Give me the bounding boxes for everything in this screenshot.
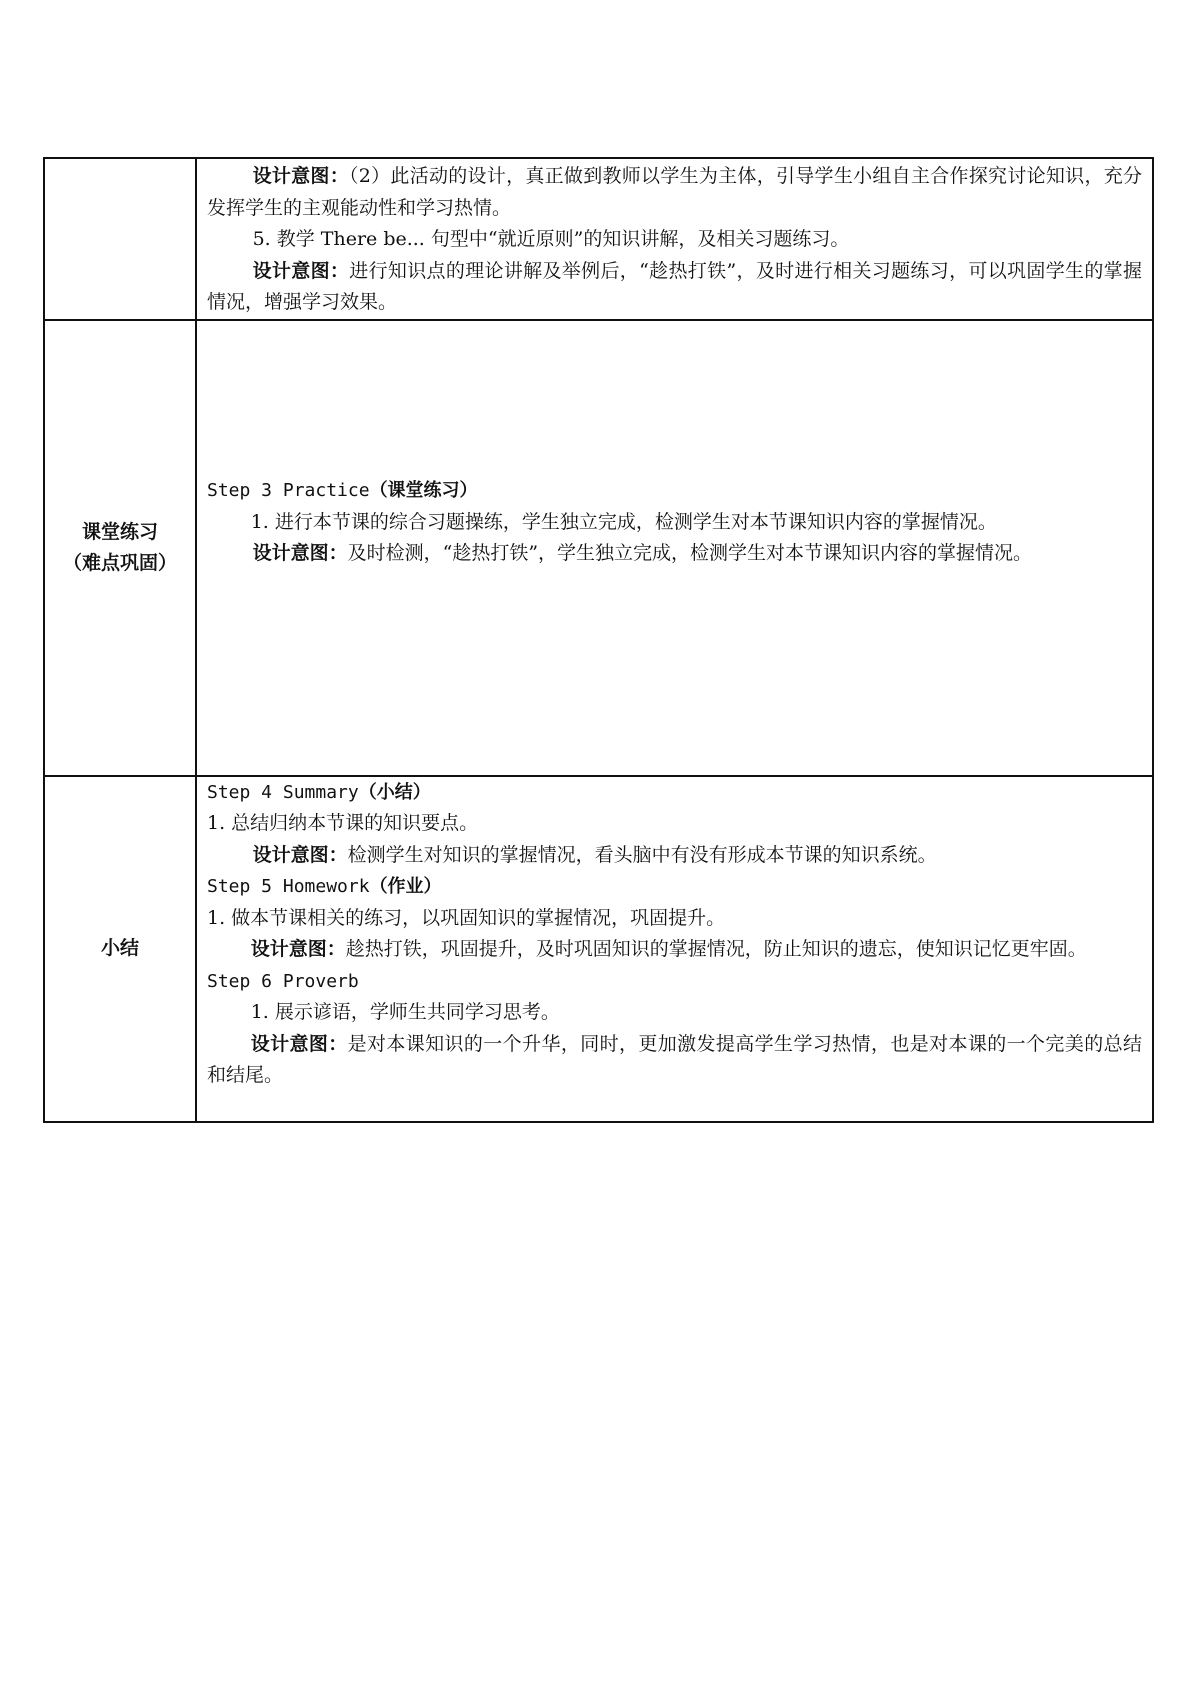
teaching-item-5-text: 5. 教学 There be... 句型中“就近原则”的知识讲解，及相关习题练习。 [252,228,850,250]
step-3-title: Step 3 Practice [207,480,370,502]
step-5-item-1 [207,903,1142,935]
design-intent-tag: 设计意图： [252,259,350,282]
step-4-intent [207,840,1142,872]
design-intent-text: 检测学生对知识的掌握情况，看头脑中有没有形成本节课的知识系统。 [347,843,937,866]
practice-intent [207,538,1142,570]
table-row-practice [44,320,1153,776]
summary-label: 小结 [100,937,139,959]
step-5-intent [207,934,1142,966]
step-5-item-1-text: 1. 做本节课相关的练习，以巩固知识的掌握情况，巩固提升。 [207,906,726,929]
design-intent-tag: 设计意图： [250,1032,348,1055]
step-4-title: Step 4 Summary [207,781,359,803]
row-label-summary [44,776,196,1122]
step-6-item-1 [207,997,1142,1029]
design-intent-text: 进行知识点的理论讲解及举例后，“趁热打铁”，及时进行相关习题练习，可以巩固学生的掌握情况，增强学习效果。 [207,259,1142,313]
design-intent-text: 是对本课知识的一个升华，同时，更加激发提高学生学习热情，也是对本课的一个完美的总结和结尾。 [207,1032,1142,1086]
practice-item-1-text: 1. 进行本节课的综合习题操练，学生独立完成，检测学生对本节课知识内容的掌握情况。 [250,510,997,533]
step-4-title-cn: （小结） [358,781,431,803]
step-6-title: Step 6 Proverb [207,970,359,992]
row-label-empty [44,158,196,320]
step-4-item-1-text: 1. 总结归纳本节课的知识要点。 [207,812,479,834]
step-5-title: Step 5 Homework [207,876,370,897]
step-6-heading [207,966,1142,998]
practice-label-line1: 课堂练习 [81,520,158,543]
design-intent-tag: 设计意图： [252,843,348,866]
step-5-heading [207,871,1142,903]
design-intent-text: （2）此活动的设计，真正做到教师以学生为主体，引导学生小组自主合作探究讨论知识，充分发挥学生的主观能动性和学习热情。 [207,165,1142,219]
row-label-practice [44,320,196,776]
design-content [196,158,1153,320]
step-3-heading [207,475,1142,507]
practice-content [196,320,1153,776]
summary-content [196,776,1153,1122]
step-4-item-1 [207,808,1142,840]
table-row-summary [44,776,1153,1122]
lesson-plan-table [43,157,1154,1123]
table-row-design [44,158,1153,320]
teaching-item-5 [207,224,1142,256]
step-3-title-cn: （课堂练习） [369,480,478,502]
practice-item-1 [207,507,1142,539]
design-intent-text: 及时检测，“趁热打铁”，学生独立完成，检测学生对本节课知识内容的掌握情况。 [347,542,1033,565]
step-5-title-cn: （作业） [369,876,442,897]
step-4-heading [207,777,1142,809]
step-6-intent [207,1029,1142,1092]
design-intent-tag: 设计意图： [250,938,346,960]
design-intent-text: 趁热打铁，巩固提升，及时巩固知识的掌握情况，防止知识的遗忘，使知识记忆更牢固。 [345,938,1087,960]
practice-label-line2: （难点巩固） [62,551,177,574]
step-6-item-1-text: 1. 展示谚语，学师生共同学习思考。 [250,1001,560,1023]
design-intent-tag: 设计意图： [252,165,349,187]
design-intent-paragraph-1 [207,161,1142,224]
design-intent-tag: 设计意图： [252,542,348,565]
design-intent-paragraph-2 [207,256,1142,319]
